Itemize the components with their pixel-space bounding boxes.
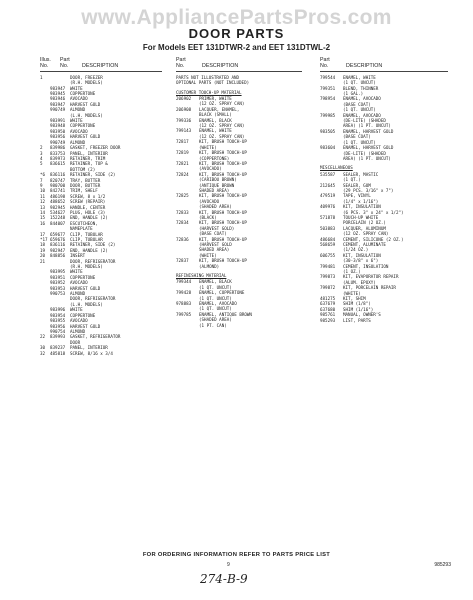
part-description: CLIP, TUBULAR [70, 237, 103, 242]
part-number: 503883 [320, 225, 336, 231]
part-description: SHADED AREA) [199, 247, 230, 253]
part-number: 152248 [50, 215, 66, 221]
part-description: ALMOND [70, 291, 86, 297]
illus-number: 18 [40, 242, 46, 248]
part-description: SCREW, 8/16 x 3/4 [70, 350, 113, 356]
part-number: 983954 [50, 312, 66, 318]
part-description: ENAMEL, WHITE [199, 128, 232, 134]
part-number: 985761 [320, 312, 336, 318]
page-subtitle: For Models EET 131DTWR-2 and EET 131DTWL-2 [142, 43, 331, 52]
part-number: 799428 [176, 290, 192, 296]
part-number: 848856 [50, 253, 66, 259]
part-description: ENAMEL, AVOCADO [343, 96, 381, 102]
document-code: 985293 [434, 562, 451, 568]
part-number: 833753 [50, 150, 66, 156]
illus-number: 32 [40, 350, 46, 356]
part-number: 535587 [320, 171, 336, 177]
part-description: PLUG, HOLE (3) [70, 209, 106, 215]
part-number: 799481 [320, 263, 336, 269]
part-description: CEMENT, INSULATION [343, 263, 389, 269]
part-number [176, 264, 199, 269]
part-number: 990754 [50, 328, 66, 334]
parts-list [176, 75, 302, 328]
watermark: www.AppliancePartsPros.com [81, 6, 392, 29]
part-number: 983947 [50, 101, 66, 107]
part-description: GASKET, REFRIGERATOR [70, 334, 121, 340]
part-number: 799985 [320, 112, 336, 118]
part-description: (ALUM. EPOXY) [343, 279, 376, 285]
part-description: SHIM (1/8") [343, 301, 371, 307]
part-description: (BLACK) [199, 214, 217, 220]
part-description: LACQUER, ENAMEL, [199, 106, 240, 112]
part-number: 799336 [176, 117, 192, 123]
note-line: PARTS NOT ILLUSTRATED AND [176, 74, 240, 80]
part-description: ESCUTCHEON, [70, 220, 98, 226]
part-description: PANEL, INTERIOR [70, 345, 108, 351]
part-description: ENAMEL, HARVEST GOLD [343, 128, 394, 134]
column-header [40, 57, 162, 72]
part-description: (1/24 OZ.) [343, 247, 369, 253]
part-number: 983950 [50, 128, 66, 134]
part-description: (1 PT. CAN) [199, 322, 227, 328]
note-line: OPTIONAL PARTS (NOT INCLUDED) [176, 80, 250, 86]
column-header [320, 57, 448, 72]
part-description: RETAINER, SIDE (2) [70, 172, 116, 178]
part-number: 983956 [50, 323, 66, 329]
part-description: (L.H. MODELS) [70, 112, 103, 118]
part-description: ENAMEL, COPPERTONE [199, 290, 245, 296]
table-row [176, 264, 302, 269]
part-description: (1/4" x 1/16") [343, 198, 379, 204]
part-description: RETAINER, TRIM [70, 155, 106, 161]
part-description: CEMENT, ALUMINATE [343, 242, 386, 247]
part-description: HARVEST GOLD [70, 134, 101, 140]
illus-number: 20 [40, 253, 46, 259]
part-description: SEALER, MASTIC [343, 171, 379, 177]
part-description: (1 QT. UNCUT) [343, 139, 376, 145]
part-number: 72837 [176, 258, 189, 264]
part-number: 486684 [320, 236, 336, 242]
part-description: (ANTIQUE BROWN [199, 182, 235, 188]
part-description: (1 QT. UNCUT) [199, 295, 232, 301]
part-description: TRAY, BUTTER [70, 177, 101, 183]
part-number: 836116 [50, 172, 66, 178]
part-description: (R.H. MODELS) [70, 264, 103, 270]
description-header: DESCRIPTION [346, 63, 383, 70]
part-description: (WHITE) [199, 144, 217, 150]
part-number: 534627 [50, 209, 66, 215]
page-title: DOOR PARTS [188, 26, 285, 41]
part-description: (12 OZ. SPRAY CAN) [199, 123, 245, 129]
part-number: 206908 [176, 106, 192, 112]
part-description: (HARVEST GOLD [199, 242, 232, 247]
part-number: 72824 [176, 171, 189, 177]
part-description: SHADED AREA) [199, 187, 230, 193]
section-heading: REFINISHING MATERIAL [176, 273, 227, 279]
part-number: 983952 [50, 280, 66, 286]
part-description: COPPERTONE [70, 91, 96, 97]
part-description: (COPPERTONE) [199, 155, 230, 161]
part-number: 481275 [320, 296, 336, 302]
part-description: WHITE [70, 118, 83, 124]
part-description: (1 GAL.) [343, 91, 364, 97]
part-number: 799344 [176, 279, 192, 285]
parts-list [320, 75, 448, 323]
part-description: ALMOND [70, 139, 86, 145]
part-description: ENAMEL, AVOCADO [199, 301, 237, 307]
part-description: (HARVEST GOLD) [199, 225, 235, 231]
part-no-header: Part No. [60, 57, 70, 70]
parts-column-3 [320, 57, 448, 323]
part-number: 799873 [320, 274, 336, 280]
part-number: 844007 [50, 220, 66, 226]
part-description: (SHADED AREA) [199, 317, 232, 323]
part-number: 983505 [320, 128, 336, 134]
part-description: AREA) (1 PT. UNCUT) [343, 155, 391, 161]
part-description: AREA) (1 PT. UNCUT) [343, 123, 391, 129]
part-description: (L.H. MODELS) [70, 301, 103, 307]
part-description: KIT, BRUSH TOUCH-UP [199, 193, 247, 199]
part-description: ALMOND [70, 328, 86, 334]
part-number: 983946 [50, 96, 66, 102]
illus-number: 19 [40, 247, 46, 253]
part-no-header: Part No. [320, 57, 330, 70]
part-description: INSERT [70, 253, 86, 259]
illus-number: 11 [40, 193, 46, 199]
description-header: DESCRIPTION [82, 63, 119, 70]
part-description: (1 OZ.) [343, 269, 361, 275]
part-description: DOOR, FREEZER [70, 74, 103, 80]
table-row [176, 323, 302, 328]
part-number: 983991 [50, 118, 66, 124]
illus-no-header: Illus. No. [40, 57, 51, 70]
part-description: BLEND, THINNER [343, 85, 379, 91]
part-description: KIT, BRUSH TOUCH-UP [199, 220, 247, 226]
part-description: AVOCADO [70, 96, 88, 102]
part-description: SCREW (REPAIR) [70, 199, 106, 205]
illus-number: 17 [40, 231, 46, 237]
part-description: (12 OZ. SPRAY CAN) [199, 101, 245, 107]
part-description: (AVOCADO) [199, 166, 222, 172]
part-number: 488652 [50, 199, 66, 205]
part-number: 836116 [50, 242, 66, 248]
part-description: CEMENT, SILICONE (2 OZ.) [343, 236, 404, 242]
part-number: 637680 [320, 306, 336, 312]
part-description: COPPERTONE [70, 123, 96, 129]
part-description: (ALMOND) [199, 263, 220, 269]
table-row [320, 156, 448, 161]
part-number: 990749 [50, 139, 66, 145]
part-description: SCREW, 8 x 1/2 [70, 193, 106, 199]
part-number: 983996 [50, 307, 66, 313]
parts-column-2 [176, 57, 302, 328]
spacer [176, 86, 302, 89]
part-description: RETAINER, SIDE (2) [70, 242, 116, 248]
part-description: (AVOCADO [199, 198, 220, 204]
part-number: 839237 [50, 345, 66, 351]
part-description: DOOR [70, 339, 81, 345]
part-description: KIT, PORCELAIN REPAIR [343, 285, 396, 291]
part-description: (6 PCS. 3" x 24" x 1/2") [343, 209, 404, 215]
part-description: (WHITE) [199, 252, 217, 258]
part-description: WHITE [70, 269, 83, 275]
spacer [176, 269, 302, 272]
illus-number: 3 [40, 150, 43, 156]
part-no-header: Part No. [176, 57, 186, 70]
page-number: 9 [227, 562, 230, 568]
part-description: AVOCADO [70, 128, 88, 134]
part-description: WHITE [70, 307, 83, 313]
part-description: (1 QT.) [343, 177, 361, 183]
part-number: 839973 [50, 155, 66, 161]
part-description: (1 QT. UNCUT) [199, 306, 232, 312]
part-number: 983995 [50, 269, 66, 275]
part-number: 983955 [50, 318, 66, 324]
part-description: (30-3/8" x 6") [343, 258, 379, 264]
part-description: ENAMEL, BLACK [199, 117, 232, 123]
part-number: 983948 [50, 123, 66, 129]
part-description: TOUCH-UP WHITE [343, 214, 379, 220]
part-description: DOOR, REFRIGERATOR [70, 258, 116, 264]
part-description: ENAMEL, AVOCADO [343, 112, 381, 118]
part-number: 72819 [176, 150, 189, 156]
part-description: ENAMEL, ANTIQUE BROWN [199, 311, 252, 317]
part-description: MANUAL, OWNER'S [343, 312, 381, 318]
illus-number: 22 [40, 334, 46, 340]
part-description: (SHADED AREA) [199, 204, 232, 210]
part-description: GASKET, FREEZER DOOR [70, 145, 121, 151]
part-number: 479519 [320, 193, 336, 199]
illus-number: 21 [40, 258, 46, 264]
part-number: 990749 [50, 107, 66, 113]
part-description: AVOCADO [70, 318, 88, 324]
part-number: 983951 [50, 274, 66, 280]
part-description: (R.H. MODELS) [70, 80, 103, 86]
part-number: 980700 [50, 182, 66, 188]
part-number: 798954 [320, 96, 336, 102]
parts-column-1 [40, 57, 162, 356]
part-number: 72817 [176, 139, 189, 145]
part-number: 836615 [50, 161, 66, 167]
part-number: 485818 [50, 350, 66, 356]
part-description: BLACK (SMALL) [199, 112, 232, 118]
description-header: DESCRIPTION [202, 63, 239, 70]
parts-list [40, 75, 162, 356]
illus-number: 14 [40, 209, 46, 215]
part-number: 983947 [50, 85, 66, 91]
part-description: END, HANDLE (2) [70, 247, 108, 253]
part-description: (1 QT. UNCUT) [343, 80, 376, 86]
part-description: SEALER, GUM [343, 182, 371, 188]
part-description: KIT, BRUSH TOUCH-UP [199, 236, 247, 242]
table-row [320, 318, 448, 323]
part-description: ENAMEL, WHITE [343, 74, 376, 80]
illus-number: 30 [40, 345, 46, 351]
part-description: DOOR, BUTTER [70, 182, 101, 188]
part-description: (CARIBOU BROWN) [199, 177, 237, 183]
part-description: COPPERTONE [70, 312, 96, 318]
part-description: HARVEST GOLD [70, 101, 101, 107]
part-description: HARVEST GOLD [70, 285, 101, 291]
part-number: 659676 [50, 237, 66, 242]
part-number: 486198 [50, 193, 66, 199]
part-description: NAMEPLATE [70, 226, 93, 232]
illus-number: 15 [40, 215, 46, 221]
part-number: 839993 [50, 334, 66, 340]
spacer [320, 161, 448, 164]
part-description: KIT, BRUSH TOUCH-UP [199, 139, 247, 145]
part-description: LIST, PARTS [343, 317, 371, 323]
part-description: KIT, BRUSH TOUCH-UP [199, 209, 247, 215]
illus-number: 12 [40, 199, 46, 205]
ordering-note: FOR ORDERING INFORMATION REFER TO PARTS PRICE LIST [142, 552, 331, 558]
section-heading: MISCELLANEOUS [320, 165, 353, 171]
part-number: 799785 [176, 311, 192, 317]
part-description: (12 OZ. SPRAY CAN) [343, 231, 389, 237]
part-description: PANEL, INTERIOR [70, 150, 108, 156]
illus-number: 4 [40, 155, 43, 161]
part-description: PORCELAIN (2 OZ.) [343, 220, 386, 226]
part-description: KIT, SHIM [343, 296, 366, 302]
part-number: 982947 [50, 247, 66, 253]
part-number [320, 156, 343, 161]
part-number [176, 323, 199, 328]
part-description: COPPERTONE [70, 274, 96, 280]
part-number: 72833 [176, 209, 189, 215]
part-number: 72834 [176, 220, 189, 226]
part-number: 842741 [50, 188, 66, 194]
section-heading: CUSTOMER TOUCH-UP MATERIAL [176, 89, 242, 95]
illus-number: 5 [40, 161, 43, 167]
part-number: 72836 [176, 236, 189, 242]
part-number: 799872 [320, 285, 336, 291]
part-description: ENAMEL, BLACK [199, 279, 232, 285]
illus-number: *17 [40, 237, 48, 242]
illus-number: 10 [40, 188, 46, 194]
part-description: (DE-LITE) (SHADED [343, 118, 386, 124]
table-row [40, 351, 162, 356]
part-description: (WHITE) [343, 290, 361, 296]
illus-number: 2 [40, 145, 43, 151]
part-number: 799351 [320, 85, 336, 91]
part-number: 72821 [176, 160, 189, 166]
part-number: 983956 [50, 134, 66, 140]
illus-number: 9 [40, 182, 43, 188]
part-number: 839986 [50, 145, 66, 151]
part-number: 606755 [320, 252, 336, 258]
part-number: 978883 [176, 301, 192, 307]
part-description: KIT, BRUSH TOUCH-UP [199, 160, 247, 166]
part-number: 990753 [50, 291, 66, 297]
part-number: 659677 [50, 231, 66, 237]
part-number: 571878 [320, 214, 336, 220]
illus-number: 13 [40, 204, 46, 210]
part-description: TRIM, SHELF [70, 188, 98, 194]
part-description: (1 QT. UNCUT) [199, 284, 232, 290]
part-description: (1 QT. UNCUT) [343, 107, 376, 113]
part-description: KIT, BRUSH TOUCH-UP [199, 258, 247, 264]
part-description: (BASE COAT) [343, 101, 371, 107]
part-description: (12 OZ. SPRAY CAN) [199, 133, 245, 139]
handwritten-note: 274-B-9 [200, 572, 248, 586]
part-description: LACQUER, ALUMINUM [343, 225, 386, 231]
part-description: (29 PCS. 3/16" x 7") [343, 187, 394, 193]
part-description: KIT, INSULATION [343, 204, 381, 210]
part-description: KIT, BRUSH TOUCH-UP [199, 171, 247, 177]
part-description: KIT, INSULATION [343, 252, 381, 258]
part-number: 983945 [50, 91, 66, 97]
part-description: ALMOND [70, 107, 86, 113]
part-description: PRIMER, WHITE [199, 96, 232, 102]
illus-number: 7 [40, 177, 43, 183]
part-description: BOTTOM (2) [70, 166, 96, 172]
part-description: DOOR, REFRIGERATOR [70, 296, 116, 302]
part-description: ENAMEL, HARVEST GOLD [343, 145, 394, 151]
part-number: 212645 [320, 182, 336, 188]
part-description: (BASE COAT) [199, 231, 227, 237]
illus-number: *6 [40, 172, 46, 178]
part-description: KIT, BRUSH TOUCH-UP [199, 150, 247, 156]
part-number: 568659 [320, 242, 336, 247]
part-number: 409976 [320, 204, 336, 210]
part-number: 72825 [176, 193, 189, 199]
part-description: RETAINER, TOP & [70, 161, 108, 167]
column-header [176, 57, 302, 72]
illus-number: 16 [40, 220, 46, 226]
part-description: HARVEST GOLD [70, 323, 101, 329]
part-number: 206902 [176, 96, 192, 102]
part-description: TAPE, VINYL [343, 193, 371, 199]
part-description: WHITE [70, 85, 83, 91]
part-description: (BASE COAT) [343, 134, 371, 140]
part-number: 637679 [320, 301, 336, 307]
part-number: 982945 [50, 204, 66, 210]
part-description: KIT, EVAPORATOR REPAIR [343, 274, 399, 280]
part-number: 799544 [320, 74, 336, 80]
part-description: HANDLE, CENTER [70, 204, 106, 210]
part-description: SHIM (1/16") [343, 306, 374, 312]
part-number: 799143 [176, 128, 192, 134]
part-number: 983953 [50, 285, 66, 291]
part-description: AVOCADO [70, 280, 88, 286]
part-description: (DE-LITE) (SHADED [343, 150, 386, 156]
part-number: 820747 [50, 177, 66, 183]
part-number: 985293 [320, 317, 336, 323]
part-description: CLIP, TUBULAR [70, 231, 103, 237]
illus-number: 1 [40, 74, 43, 80]
part-description: END, HANDLE (2) [70, 215, 108, 221]
part-number: 983604 [320, 145, 336, 151]
